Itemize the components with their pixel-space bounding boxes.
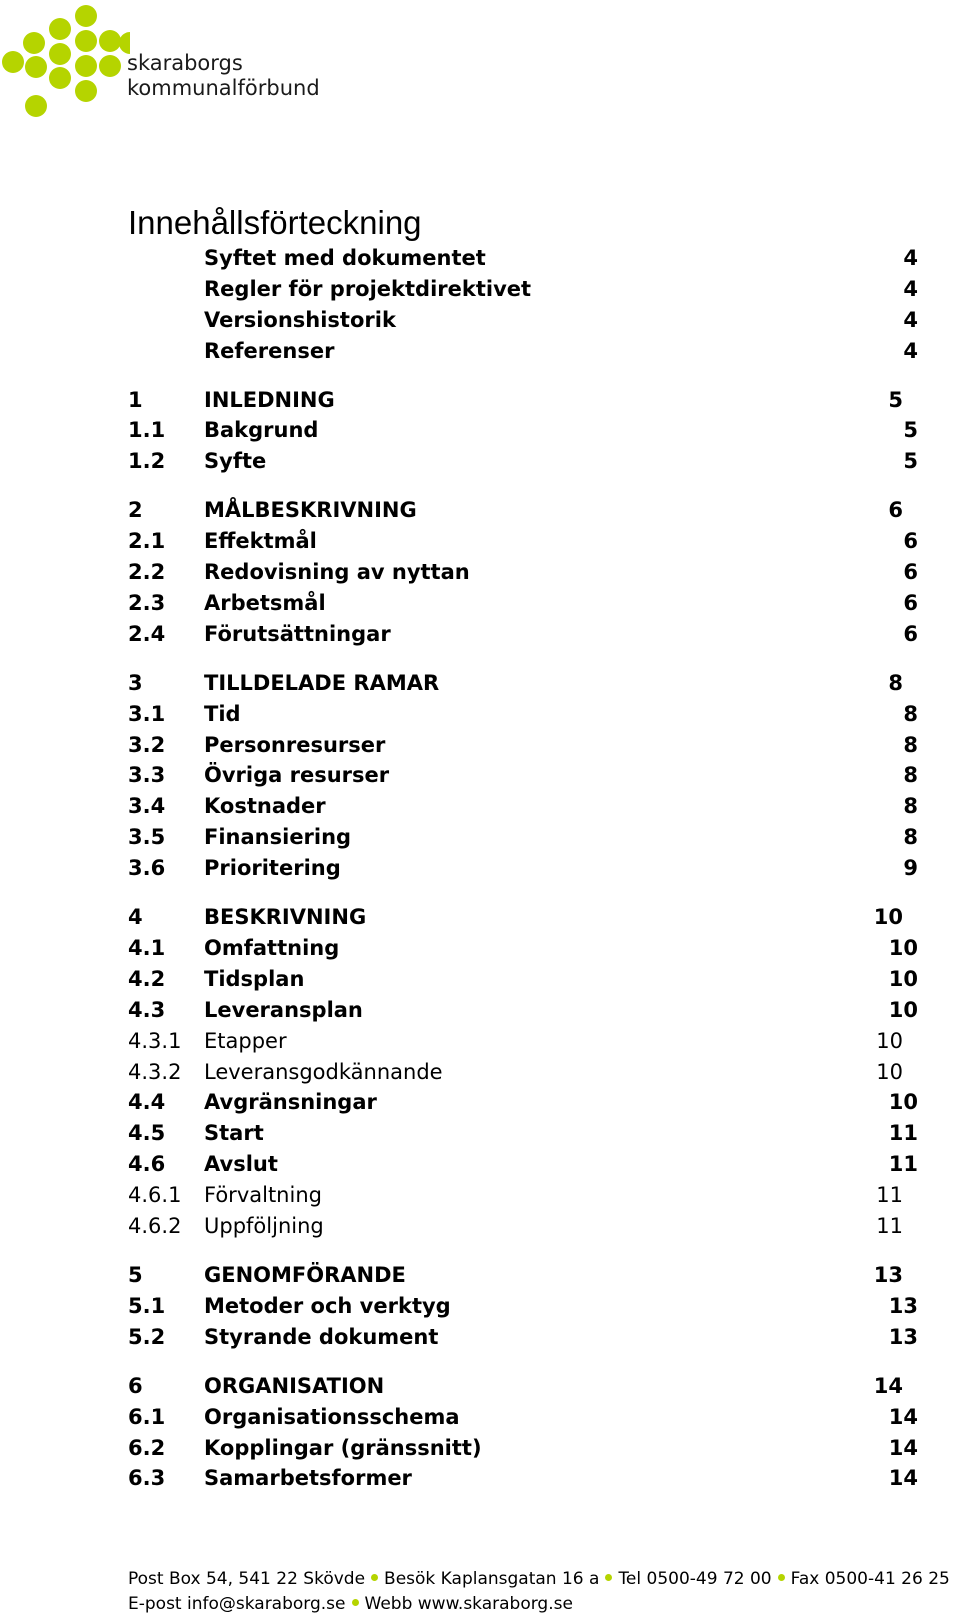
toc-entry-title: Avgränsningar xyxy=(204,1090,377,1114)
toc-entry-number: 2.4 xyxy=(128,622,166,646)
footer xyxy=(128,1567,950,1617)
toc-entry-number: 5 xyxy=(128,1263,143,1287)
toc-entry[interactable] xyxy=(0,933,960,963)
toc-entry[interactable] xyxy=(0,243,960,273)
toc-entry-title: Syftet med dokumentet xyxy=(204,246,486,270)
logo xyxy=(0,0,340,125)
toc-entry-page: 8 xyxy=(903,794,918,818)
footer-address: Post Box 54, 541 22 Skövde xyxy=(128,1569,366,1589)
toc-entry-title: Effektmål xyxy=(204,529,317,553)
toc-entry-page: 10 xyxy=(888,1090,918,1114)
toc-entry-page: 13 xyxy=(873,1263,903,1287)
footer-fax: Fax 0500-41 26 25 xyxy=(790,1569,950,1589)
toc-entry[interactable] xyxy=(0,964,960,994)
toc-entry-title: Finansiering xyxy=(204,825,352,849)
toc-entry-page: 4 xyxy=(903,277,918,301)
toc-entry-title: TILLDELADE RAMAR xyxy=(204,671,440,695)
toc-entry-title: BESKRIVNING xyxy=(204,905,367,929)
page-title: Innehållsförteckning xyxy=(128,204,422,241)
toc-entry-number: 3.5 xyxy=(128,825,166,849)
toc-entry-title: Regler för projektdirektivet xyxy=(204,277,532,301)
toc-entry-title: Organisationsschema xyxy=(204,1405,460,1429)
toc-entry-number: 6.1 xyxy=(128,1405,166,1429)
toc-entry-title: Kopplingar (gränssnitt) xyxy=(204,1436,482,1460)
toc-entry[interactable] xyxy=(0,1371,960,1401)
toc-entry-number: 6 xyxy=(128,1374,143,1398)
toc-entry-number: 3.4 xyxy=(128,794,166,818)
bullet-dot-icon xyxy=(352,1599,359,1606)
toc-entry-page: 14 xyxy=(888,1405,918,1429)
toc-entry-title: Metoder och verktyg xyxy=(204,1294,451,1318)
toc-entry[interactable] xyxy=(0,730,960,760)
footer-tel: Tel 0500-49 72 00 xyxy=(618,1569,772,1589)
toc-entry-page: 10 xyxy=(876,1029,903,1053)
toc-entry[interactable] xyxy=(0,1211,960,1241)
toc-entry-number: 4.3.2 xyxy=(128,1060,182,1084)
toc-entry-page: 6 xyxy=(903,622,918,646)
toc-entry[interactable] xyxy=(0,557,960,587)
toc-entry[interactable] xyxy=(0,385,960,415)
toc-entry[interactable] xyxy=(0,588,960,618)
bullet-dot-icon xyxy=(778,1574,785,1581)
toc-entry-number: 4.1 xyxy=(128,936,166,960)
toc-entry[interactable] xyxy=(0,1180,960,1210)
toc-entry-page: 14 xyxy=(888,1436,918,1460)
toc-entry-title: Tidsplan xyxy=(204,967,305,991)
toc-entry-title: ORGANISATION xyxy=(204,1374,385,1398)
toc-entry[interactable] xyxy=(0,495,960,525)
toc-entry-page: 4 xyxy=(903,246,918,270)
toc-entry-page: 4 xyxy=(903,308,918,332)
toc-entry[interactable] xyxy=(0,1087,960,1117)
toc-entry-number: 4.3 xyxy=(128,998,166,1022)
toc-entry-number: 4.2 xyxy=(128,967,166,991)
footer-visit: Besök Kaplansgatan 16 a xyxy=(384,1569,600,1589)
toc-entry-title: Leveransgodkännande xyxy=(204,1060,443,1084)
toc-entry-number: 6.2 xyxy=(128,1436,166,1460)
toc-entry[interactable] xyxy=(0,336,960,366)
toc-entry-number: 2 xyxy=(128,498,143,522)
footer-line-2 xyxy=(128,1592,950,1617)
toc-entry-title: Tid xyxy=(204,702,241,726)
toc-entry-number: 4.5 xyxy=(128,1121,166,1145)
logo-text xyxy=(127,51,320,101)
toc-entry-title: Uppföljning xyxy=(204,1214,324,1238)
toc-entry-title: Leveransplan xyxy=(204,998,363,1022)
toc-entry-title: Övriga resurser xyxy=(204,763,390,787)
toc-entry-title: Versionshistorik xyxy=(204,308,396,332)
toc-entry-page: 5 xyxy=(903,418,918,442)
toc-entry[interactable] xyxy=(0,699,960,729)
toc-entry-page: 6 xyxy=(903,560,918,584)
toc-entry-title: Redovisning av nyttan xyxy=(204,560,470,584)
toc-entry-number: 4.3.1 xyxy=(128,1029,182,1053)
toc-entry-number: 1.2 xyxy=(128,449,166,473)
toc-entry-number: 4.6.1 xyxy=(128,1183,182,1207)
toc-entry-page: 13 xyxy=(888,1325,918,1349)
footer-line-1 xyxy=(128,1567,950,1592)
toc-entry-page: 6 xyxy=(888,498,903,522)
toc-entry-title: Bakgrund xyxy=(204,418,319,442)
toc-entry-title: Personresurser xyxy=(204,733,386,757)
bullet-dot-icon xyxy=(371,1574,378,1581)
toc-entry-page: 5 xyxy=(888,388,903,412)
toc-entry[interactable] xyxy=(0,1026,960,1056)
toc-entry-page: 6 xyxy=(903,529,918,553)
toc-entry[interactable] xyxy=(0,1149,960,1179)
toc-entry-title: Prioritering xyxy=(204,856,341,880)
toc-entry-number: 2.1 xyxy=(128,529,166,553)
toc-entry[interactable] xyxy=(0,668,960,698)
toc-entry[interactable] xyxy=(0,853,960,883)
toc-entry-page: 13 xyxy=(888,1294,918,1318)
toc-entry-page: 10 xyxy=(888,998,918,1022)
toc-entry[interactable] xyxy=(0,305,960,335)
toc-entry[interactable] xyxy=(0,274,960,304)
toc-entry[interactable] xyxy=(0,1118,960,1148)
toc-entry[interactable] xyxy=(0,446,960,476)
toc-entry-number: 3.2 xyxy=(128,733,166,757)
toc-entry-number: 4.4 xyxy=(128,1090,166,1114)
toc-entry-number: 4.6.2 xyxy=(128,1214,182,1238)
footer-email[interactable]: E-post info@skaraborg.se xyxy=(128,1594,346,1614)
toc-entry[interactable] xyxy=(0,995,960,1025)
toc-entry-page: 8 xyxy=(903,825,918,849)
toc-entry[interactable] xyxy=(0,415,960,445)
toc-entry[interactable] xyxy=(0,1291,960,1321)
toc-entry-number: 6.3 xyxy=(128,1466,166,1490)
toc-entry-page: 10 xyxy=(873,905,903,929)
toc-entry-number: 3.6 xyxy=(128,856,166,880)
toc-entry-title: Etapper xyxy=(204,1029,287,1053)
toc-entry-title: Referenser xyxy=(204,339,335,363)
toc-entry-page: 10 xyxy=(888,936,918,960)
toc-entry[interactable] xyxy=(0,1260,960,1290)
toc-entry-title: Avslut xyxy=(204,1152,278,1176)
toc-entry-page: 11 xyxy=(888,1152,918,1176)
toc-entry-number: 2.3 xyxy=(128,591,166,615)
toc-entry-page: 10 xyxy=(888,967,918,991)
toc-entry-page: 11 xyxy=(888,1121,918,1145)
toc-entry-title: Syfte xyxy=(204,449,267,473)
toc-entry-title: MÅLBESKRIVNING xyxy=(204,498,417,522)
toc-entry-page: 8 xyxy=(903,763,918,787)
toc-entry-number: 3.1 xyxy=(128,702,166,726)
toc-entry-number: 3 xyxy=(128,671,143,695)
toc-entry-page: 8 xyxy=(903,733,918,757)
toc-entry-title: Omfattning xyxy=(204,936,340,960)
toc-entry-page: 4 xyxy=(903,339,918,363)
toc-entry-title: Arbetsmål xyxy=(204,591,326,615)
toc-entry[interactable] xyxy=(0,1057,960,1087)
toc-entry-number: 2.2 xyxy=(128,560,166,584)
toc-entry[interactable] xyxy=(0,1402,960,1432)
toc-entry-title: GENOMFÖRANDE xyxy=(204,1263,406,1287)
toc-entry-title: INLEDNING xyxy=(204,388,335,412)
toc-entry[interactable] xyxy=(0,902,960,932)
toc-entry-page: 5 xyxy=(903,449,918,473)
toc-entry-title: Förutsättningar xyxy=(204,622,391,646)
toc-entry[interactable] xyxy=(0,822,960,852)
toc-entry[interactable] xyxy=(0,1322,960,1352)
toc-entry[interactable] xyxy=(0,1463,960,1493)
toc-entry-number: 4 xyxy=(128,905,143,929)
toc-entry-number: 1 xyxy=(128,388,143,412)
toc-entry[interactable] xyxy=(0,619,960,649)
toc-entry-title: Samarbetsformer xyxy=(204,1466,412,1490)
toc-entry-number: 3.3 xyxy=(128,763,166,787)
toc-entry-page: 10 xyxy=(876,1060,903,1084)
toc-entry[interactable] xyxy=(0,791,960,821)
toc-entry-title: Start xyxy=(204,1121,264,1145)
toc-entry-page: 11 xyxy=(876,1214,903,1238)
logo-line-2: kommunalförbund xyxy=(127,76,320,100)
toc-entry[interactable] xyxy=(0,760,960,790)
toc-entry-page: 8 xyxy=(888,671,903,695)
logo-dots-icon xyxy=(0,0,130,125)
toc-entry-page: 14 xyxy=(888,1466,918,1490)
toc-entry-page: 11 xyxy=(876,1183,903,1207)
toc-entry-page: 6 xyxy=(903,591,918,615)
bullet-dot-icon xyxy=(605,1574,612,1581)
logo-line-1: skaraborgs xyxy=(127,51,243,75)
toc-entry-page: 8 xyxy=(903,702,918,726)
toc-entry-title: Förvaltning xyxy=(204,1183,322,1207)
toc-entry-page: 14 xyxy=(873,1374,903,1398)
toc-entry-number: 1.1 xyxy=(128,418,166,442)
toc-entry-number: 5.1 xyxy=(128,1294,166,1318)
toc-entry-title: Kostnader xyxy=(204,794,326,818)
toc-entry[interactable] xyxy=(0,526,960,556)
toc-entry-number: 4.6 xyxy=(128,1152,166,1176)
toc-entry-page: 9 xyxy=(903,856,918,880)
toc-entry-title: Styrande dokument xyxy=(204,1325,439,1349)
toc-entry-number: 5.2 xyxy=(128,1325,166,1349)
footer-web[interactable]: Webb www.skaraborg.se xyxy=(364,1594,573,1614)
toc-entry[interactable] xyxy=(0,1433,960,1463)
